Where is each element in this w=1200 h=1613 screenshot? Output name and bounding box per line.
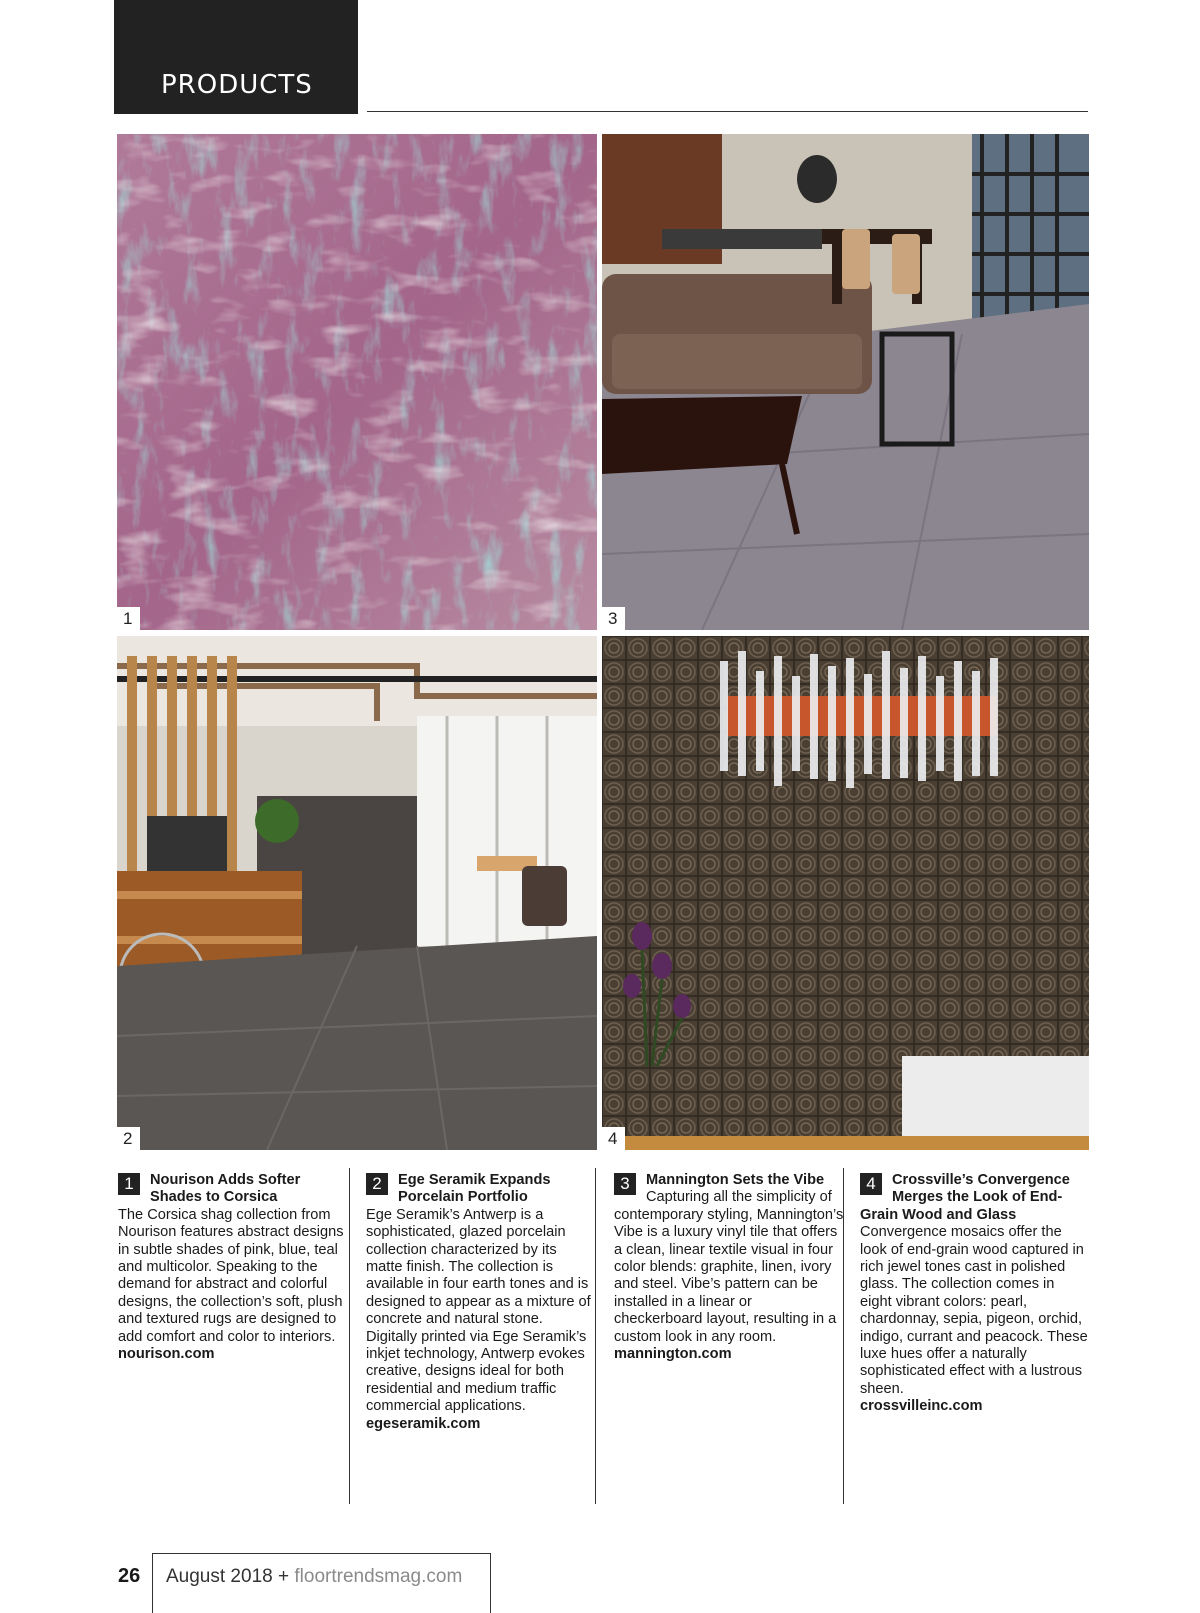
article-number-badge: 1 <box>118 1173 140 1195</box>
article-url[interactable]: nourison.com <box>118 1346 215 1363</box>
photo-living-room <box>602 134 1089 630</box>
article-body: Ege Seramik’s Antwerp is a sophisticated, glazed porcelain collection characterized by its matte finish. The collection is available in four earth tones and is designed to appear as a mixture of concrete and natural stone. Digitally printed via Ege Seramik’s inkjet technology, Antwerp evokes creative, designs ideal for both residential and medium traffic commercial applications. <box>366 1206 591 1415</box>
photo-number: 2 <box>117 1127 140 1150</box>
footer-site[interactable]: floortrendsmag.com <box>294 1566 463 1587</box>
column-divider <box>595 1168 596 1504</box>
living-room-image <box>602 134 1089 630</box>
article-headline: Mannington Sets the Vibe <box>646 1172 825 1188</box>
footer-separator: + <box>277 1566 290 1587</box>
article-mannington <box>614 1172 844 1363</box>
photo-number: 4 <box>602 1127 625 1150</box>
column-divider <box>349 1168 350 1504</box>
article-body: Convergence mosaics offer the look of end-grain wood captured in rich jewel tones cast in polished glass. The collection comes in eight vibrant colors: pearl, chardonnay, sepia, pigeon, orchid, indigo, currant and peacock. These luxe hues offer a naturally sophisticated effect with a lustrous sheen. <box>860 1224 1088 1397</box>
article-ege-seramik <box>366 1172 596 1433</box>
section-title: PRODUCTS <box>161 70 313 100</box>
article-number-badge: 4 <box>860 1173 882 1195</box>
header-rule <box>367 111 1088 112</box>
article-url[interactable]: mannington.com <box>614 1346 732 1363</box>
rug-texture-image <box>117 134 597 630</box>
article-url[interactable]: egeseramik.com <box>366 1415 481 1432</box>
article-headline: Ege Seramik Expands Porcelain Portfolio <box>398 1172 551 1206</box>
article-body: Capturing all the simplicity of contemporary styling, Mannington’s Vibe is a luxury vinyl tile that offers a clean, linear textile visual in four color blends: graphite, linen, ivory and steel. Vibe’s pattern can be installed in a linear or checkerboard layout, resulting in a custom look in any room. <box>614 1189 844 1345</box>
article-url[interactable]: crossvilleinc.com <box>860 1398 983 1415</box>
article-body: The Corsica shag collection from Nourison features abstract designs in subtle shades of pink, blue, teal and multicolor. Speaking to the demand for abstract and colorful designs, the collection’s soft, plush and textured rugs are designed to add comfort and color to interiors. <box>118 1206 344 1345</box>
article-crossville <box>860 1172 1090 1416</box>
footer-text <box>166 1566 462 1588</box>
column-divider <box>843 1168 844 1504</box>
article-headline: Nourison Adds Softer Shades to Corsica <box>150 1172 301 1206</box>
photo-number: 3 <box>602 607 625 630</box>
article-headline: Crossville’s Convergence Merges the Look of End-Grain Wood and Glass <box>860 1172 1070 1223</box>
photo-number: 1 <box>117 607 140 630</box>
article-number-badge: 2 <box>366 1173 388 1195</box>
photo-rug <box>117 134 597 630</box>
section-header <box>114 0 358 114</box>
mosaic-wall-image <box>602 636 1089 1150</box>
issue-date: August 2018 <box>166 1566 273 1587</box>
office-porcelain-image <box>117 636 597 1150</box>
photo-office <box>117 636 597 1150</box>
article-number-badge: 3 <box>614 1173 636 1195</box>
article-nourison <box>118 1172 348 1363</box>
photo-mosaic-wall <box>602 636 1089 1150</box>
footer-box <box>152 1553 491 1613</box>
page-number: 26 <box>118 1565 141 1587</box>
